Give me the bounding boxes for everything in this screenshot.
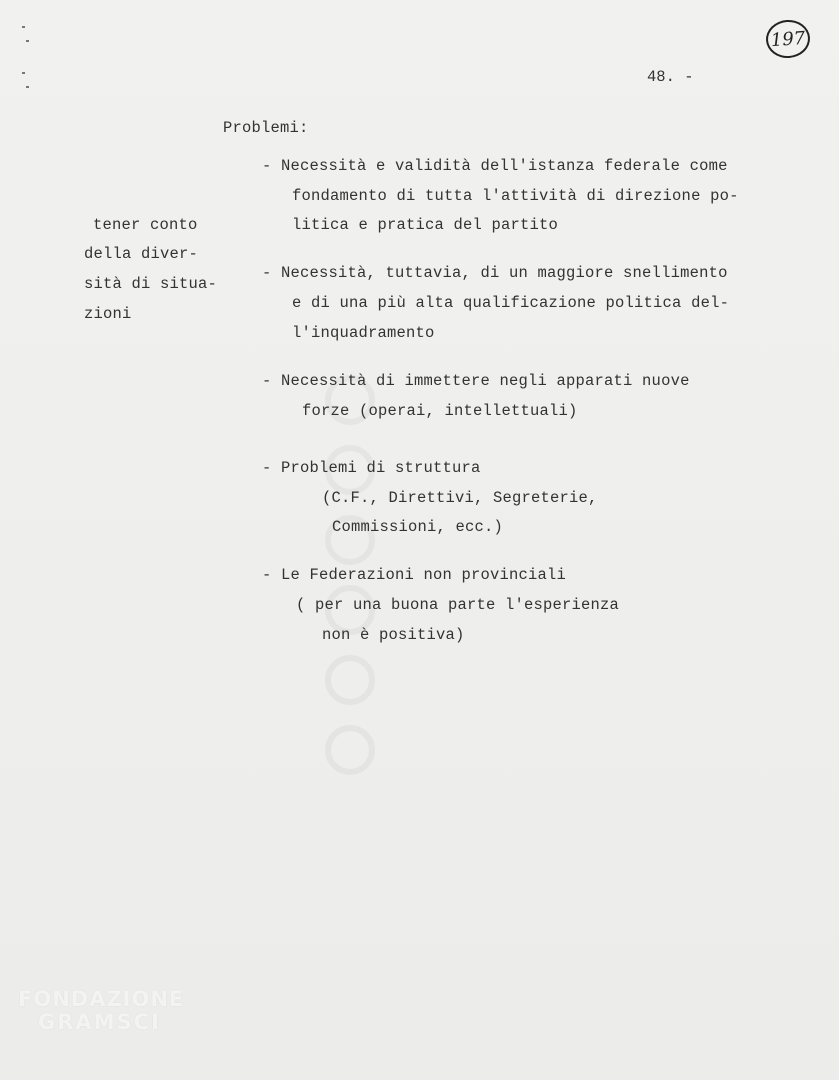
- punch-mark: [26, 86, 29, 88]
- point-3-line-2: forze (operai, intellettuali): [302, 402, 578, 420]
- section-heading: Problemi:: [223, 119, 309, 137]
- margin-note-line: zioni: [84, 305, 132, 323]
- margin-note-line: della diver-: [84, 245, 199, 263]
- archive-page-stamp: [765, 19, 812, 60]
- page-number: 48. -: [647, 68, 694, 86]
- point-5-line-1: - Le Federazioni non provinciali: [262, 566, 567, 584]
- archive-page-stamp-number: 197: [770, 27, 806, 51]
- point-5-line-3: non è positiva): [322, 626, 465, 644]
- fondazione-gramsci-watermark: [18, 988, 184, 1034]
- point-4-line-2: (C.F., Direttivi, Segreterie,: [322, 489, 598, 507]
- point-5-line-2: ( per una buona parte l'esperienza: [296, 596, 620, 614]
- margin-note-line: tener conto: [93, 216, 198, 234]
- point-4-line-1: - Problemi di struttura: [262, 459, 481, 477]
- point-2-line-3: l'inquadramento: [292, 324, 435, 342]
- punch-mark: [22, 26, 25, 28]
- point-1-line-1: - Necessità e validità dell'istanza federale come: [262, 157, 728, 175]
- watermark-line-1: FONDAZIONE: [18, 987, 185, 1011]
- point-2-line-1: - Necessità, tuttavia, di un maggiore snellimento: [262, 264, 728, 282]
- punch-mark: [22, 72, 25, 74]
- point-2-line-2: e di una più alta qualificazione politica del-: [292, 294, 730, 312]
- punch-mark: [26, 40, 29, 42]
- watermark-line-2: GRAMSCI: [38, 1010, 161, 1035]
- point-3-line-1: - Necessità di immettere negli apparati nuove: [262, 372, 690, 390]
- point-1-line-3: litica e pratica del partito: [292, 216, 559, 234]
- point-4-line-3: Commissioni, ecc.): [332, 518, 504, 536]
- margin-note-line: sità di situa-: [84, 275, 218, 293]
- point-1-line-2: fondamento di tutta l'attività di direzione po-: [292, 187, 739, 205]
